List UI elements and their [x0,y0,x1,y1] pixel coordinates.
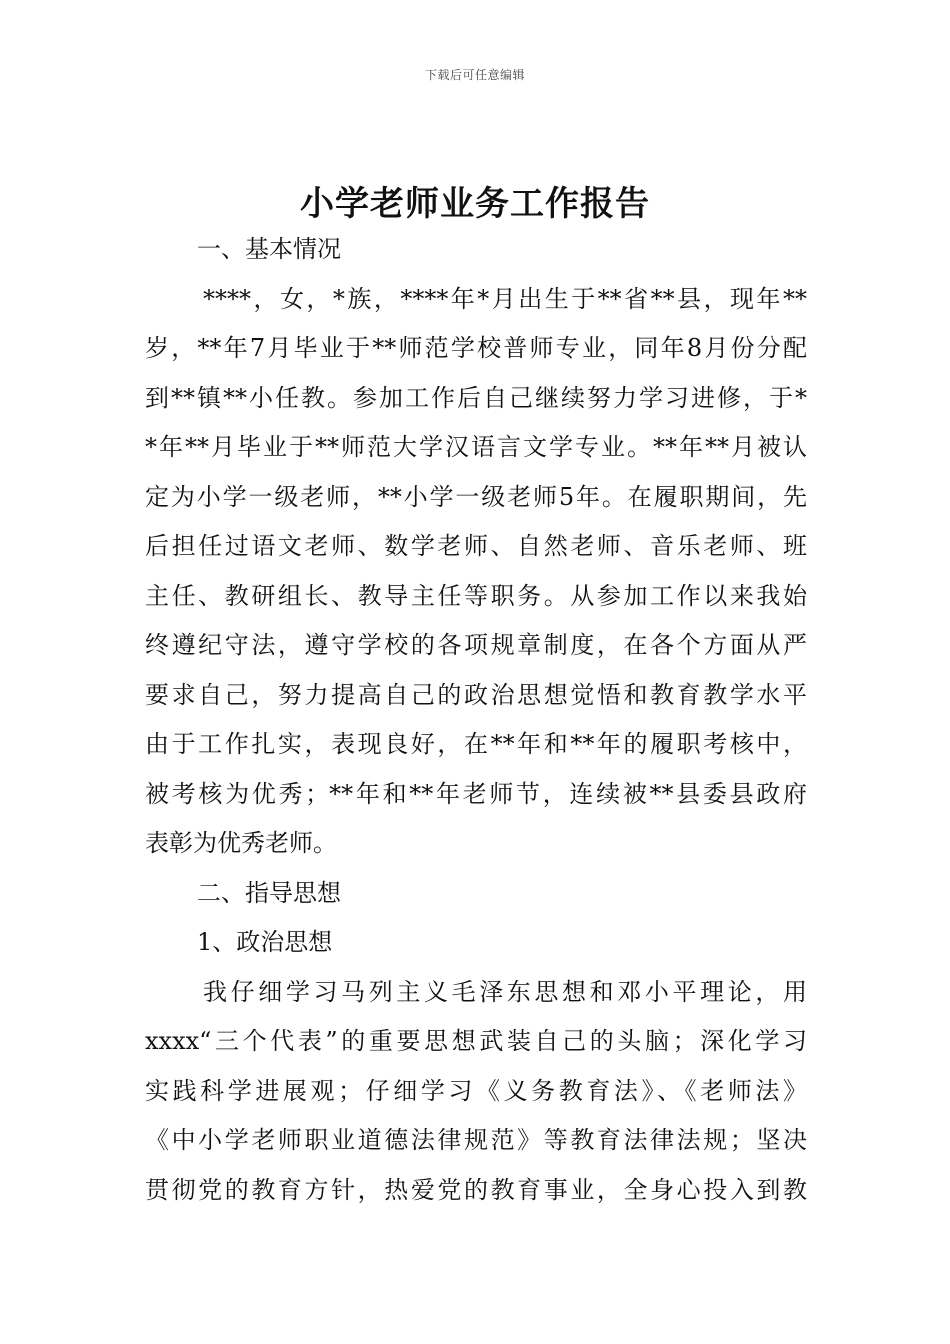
paragraph-line: 后担任过语文老师、数学老师、自然老师、音乐老师、班 [145,532,807,560]
section-heading: 二、指导思想 [197,878,341,907]
document-title: 小学老师业务工作报告 [300,184,650,224]
paragraph-line: 到**镇**小任教。参加工作后自己继续努力学习进修，于* [145,383,807,412]
paragraph-line: 岁，**年7月毕业于**师范学校普师专业，同年8月份分配 [145,334,807,362]
paragraph-line: 定为小学一级老师，**小学一级老师5年。在履职期间，先 [145,482,807,511]
paragraph-line: 实践科学进展观；仔细学习《义务教育法》、《老师法》 [145,1076,807,1105]
paragraph-line: ****，女，*族，****年*月出生于**省**县，现年** [203,284,807,313]
paragraph-line: 《中小学老师职业道德法律规范》等教育法律法规；坚决 [145,1126,807,1154]
paragraph-line: 由于工作扎实，表现良好，在**年和**年的履职考核中， [145,730,807,758]
paragraph-line: 终遵纪守法，遵守学校的各项规章制度，在各个方面从严 [145,631,807,659]
paragraph-line: 主任、教研组长、教导主任等职务。从参加工作以来我始 [145,581,807,610]
paragraph-line: *年**月毕业于**师范大学汉语言文学专业。**年**月被认 [145,433,807,461]
paragraph-line: 被考核为优秀；**年和**年老师节，连续被**县委县政府 [145,779,807,808]
paragraph-line: 贯彻党的教育方针，热爱党的教育事业，全身心投入到教 [145,1175,807,1204]
document-body [145,225,807,1215]
section-heading: 一、基本情况 [197,235,341,263]
paragraph-line: 要求自己，努力提高自己的政治思想觉悟和教育教学水平 [145,680,807,709]
paragraph-line: 表彰为优秀老师。 [145,829,337,857]
header-note: 下载后可任意编辑 [424,68,525,82]
paragraph-line: 我仔细学习马列主义毛泽东思想和邓小平理论，用 [203,977,807,1006]
section-heading: 1、政治思想 [197,928,333,956]
paragraph-line: xxxx“三个代表”的重要思想武装自己的头脑；深化学习 [145,1027,807,1055]
